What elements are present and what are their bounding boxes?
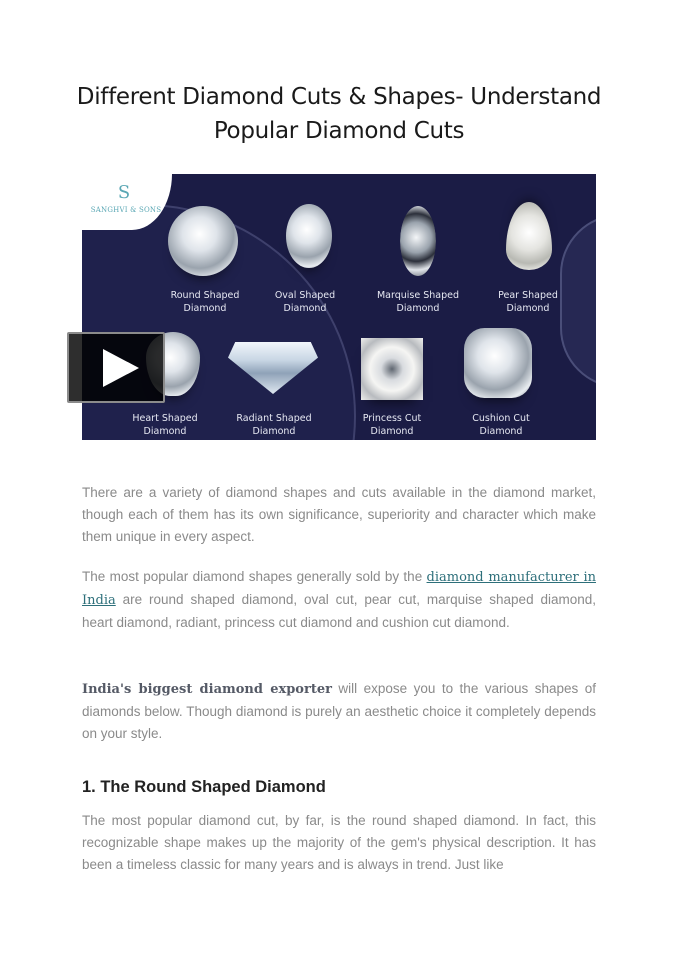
exporter-paragraph: India's biggest diamond exporter will expose you to the various shapes of diamonds below. Though diamond is purely an aesthetic choice it completely depends on your style.	[82, 681, 597, 741]
marquise-diamond-icon	[400, 206, 436, 276]
shapes-paragraph: The most popular diamond shapes generally sold by the diamond manufacturer in India are round shaped diamond, oval cut, pear cut, marquise shaped diamond, heart diamond, radiant, princess cut diamond and cushion cut diamond.	[82, 569, 596, 630]
gem-label-round: Round Shaped Diamond	[170, 290, 240, 314]
round-diamond-icon	[168, 206, 238, 276]
oval-diamond-icon	[286, 204, 332, 268]
brand-name: SANGHVI & SONS	[90, 206, 162, 214]
exporter-bold-text: India's biggest diamond exporter	[82, 682, 332, 697]
princess-diamond-icon	[361, 338, 423, 400]
gem-label-marquise: Marquise Shaped Diamond	[376, 290, 460, 314]
page-title	[60, 80, 618, 148]
play-button[interactable]	[67, 332, 165, 403]
section-heading-round: 1. The Round Shaped Diamond	[82, 778, 326, 796]
pear-diamond-icon	[506, 202, 552, 270]
diamond-manufacturer-link[interactable]: diamond manufacturer in India	[82, 570, 596, 608]
gem-label-oval: Oval Shaped Diamond	[274, 290, 336, 314]
round-diamond-paragraph: The most popular diamond cut, by far, is the round shaped diamond. In fact, this recognizable shape makes up the majority of the gem's physical description. It has been a timeless classic for many years and is always in trend. Just like	[82, 813, 596, 872]
title-line-2: Popular Diamond Cuts	[213, 118, 465, 144]
intro-paragraph: There are a variety of diamond shapes and cuts available in the diamond market, though each of them has its own significance, superiority and character which make them unique in every aspect.	[82, 485, 596, 544]
gem-label-radiant: Radiant Shaped Diamond	[236, 413, 312, 437]
gem-label-pear: Pear Shaped Diamond	[498, 290, 558, 314]
title-line-1: Different Diamond Cuts & Shapes- Understand	[76, 84, 602, 110]
play-icon	[103, 349, 139, 387]
brand-mark-icon: S	[117, 182, 131, 203]
gem-label-heart: Heart Shaped Diamond	[132, 413, 198, 437]
cushion-diamond-icon	[464, 328, 532, 398]
gem-label-cushion: Cushion Cut Diamond	[472, 413, 530, 437]
gem-label-princess: Princess Cut Diamond	[362, 413, 422, 437]
